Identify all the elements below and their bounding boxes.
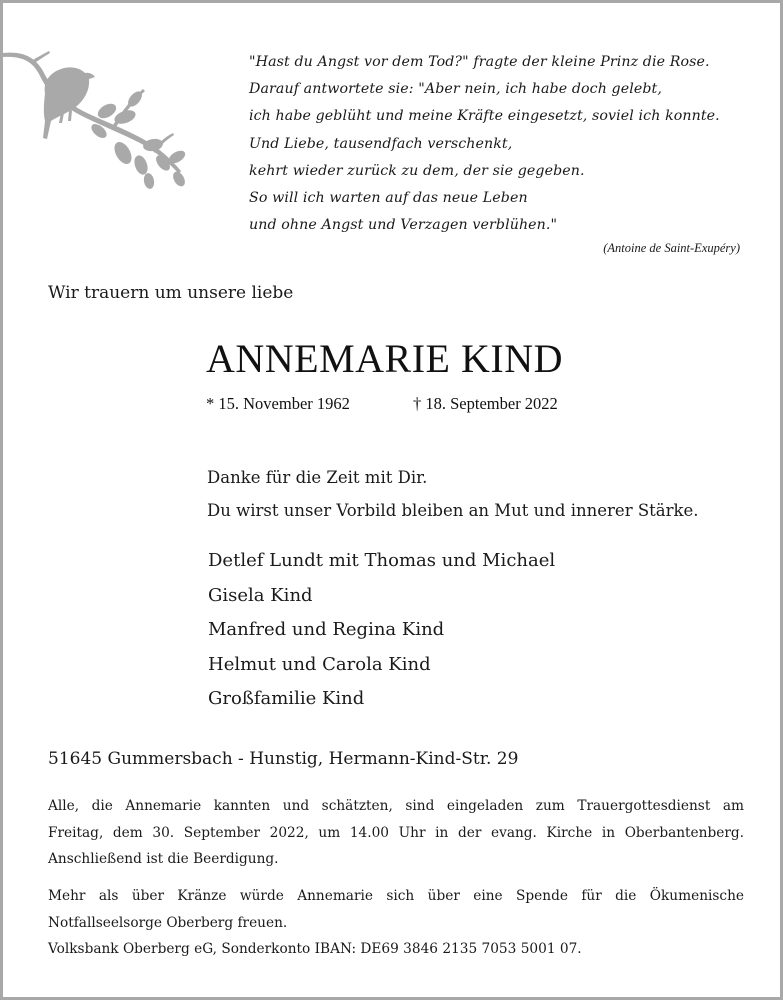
- quote-line: "Hast du Angst vor dem Tod?" fragte der kleine Prinz die Rose.: [249, 54, 710, 70]
- quote-author: (Antoine de Saint-Exupéry): [603, 241, 740, 255]
- donation-info-line: Notfallseelsorge Oberberg freuen.: [48, 914, 288, 931]
- family-member: Helmut und Carola Kind: [208, 653, 431, 675]
- quote-line: ich habe geblüht und meine Kräfte eingesetzt, soviel ich konnte.: [249, 108, 720, 125]
- thanks-line: Du wirst unser Vorbild bleiben an Mut und innerer Stärke.: [207, 501, 699, 520]
- quote-line: Darauf antwortete sie: "Aber nein, ich habe doch gelebt,: [249, 81, 662, 98]
- quote-block: [249, 49, 749, 239]
- thanks-line: Danke für die Zeit mit Dir.: [207, 468, 428, 487]
- thanks-text: [207, 461, 699, 527]
- donation-info-line: Volksbank Oberberg eG, Sonderkonto IBAN: DE69 3846 2135 7053 5001 07.: [48, 941, 582, 957]
- death-date: † 18. September 2022: [413, 394, 558, 413]
- family-member: Gisela Kind: [208, 584, 313, 606]
- bird-on-branch-icon: [3, 43, 193, 193]
- quote-line: und ohne Angst und Verzagen verblühen.": [249, 217, 558, 234]
- quote-line: So will ich warten auf das neue Leben: [249, 190, 528, 207]
- quote-line: kehrt wieder zurück zu dem, der sie gegeben.: [249, 162, 585, 179]
- funeral-info-line: Freitag, dem 30. September 2022, um 14.00 Uhr in der evang. Kirche in Oberbantenberg.: [48, 824, 744, 841]
- funeral-info-line: Alle, die Annemarie kannten und schätzten, sind eingeladen zum Trauergottesdienst am: [48, 798, 744, 814]
- deceased-name: ANNEMARIE KIND: [206, 336, 563, 381]
- address: 51645 Gummersbach - Hunstig, Hermann-Kind-Str. 29: [48, 749, 519, 769]
- funeral-info-line: Anschließend ist die Beerdigung.: [48, 851, 279, 867]
- family-member: Großfamilie Kind: [208, 688, 365, 709]
- family-list: [208, 544, 555, 717]
- family-member: Detlef Lundt mit Thomas und Michael: [208, 550, 556, 571]
- birth-date: * 15. November 1962: [206, 394, 350, 413]
- donation-info: [48, 883, 744, 963]
- funeral-info: [48, 793, 744, 873]
- quote-line: Und Liebe, tausendfach verschenkt,: [249, 135, 513, 152]
- family-member: Manfred und Regina Kind: [208, 619, 445, 640]
- donation-info-line: Mehr als über Kränze würde Annemarie sich über eine Spende für die Ökumenische: [48, 888, 744, 904]
- intro-text: Wir trauern um unsere liebe: [48, 283, 294, 303]
